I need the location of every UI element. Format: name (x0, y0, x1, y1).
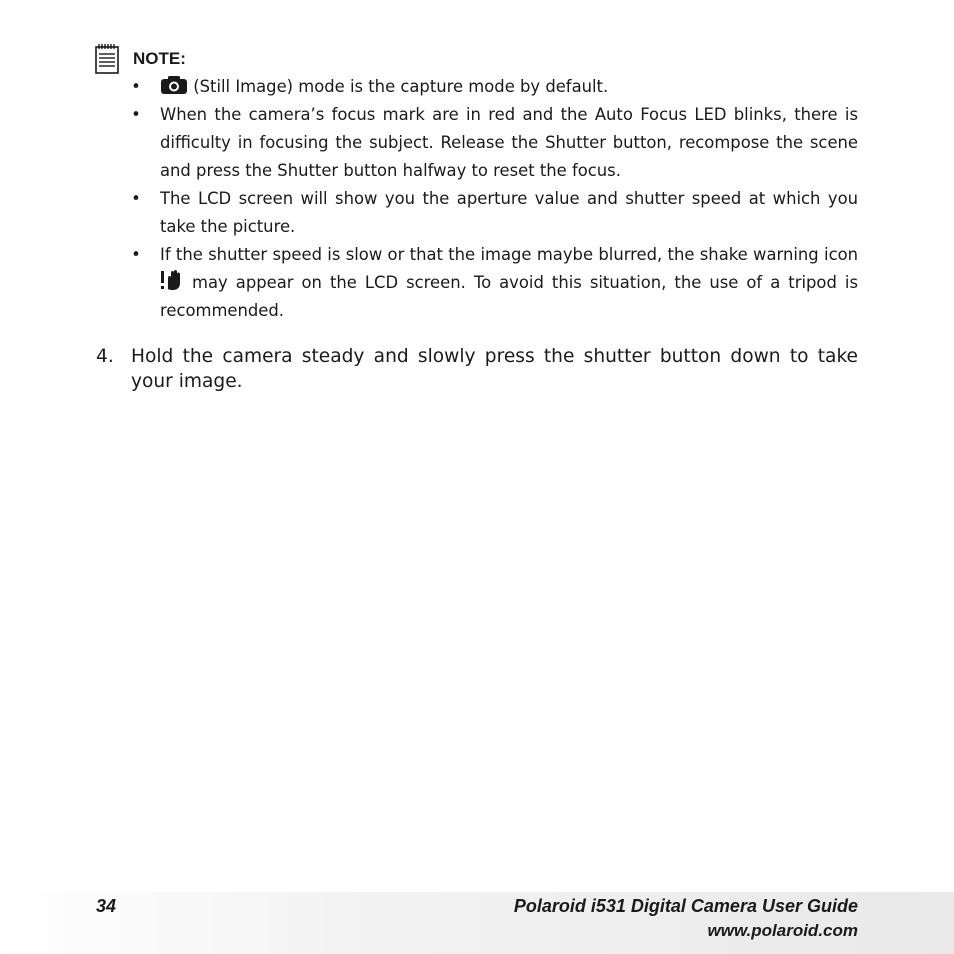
note-title: NOTE: (133, 49, 186, 68)
bullet-dot: • (131, 245, 141, 264)
website-url: www.polaroid.com (707, 921, 858, 940)
shake-warning-icon (160, 269, 184, 291)
bullet-text: (Still Image) mode is the capture mode by default. (193, 77, 609, 96)
bullet-dot: • (131, 77, 141, 96)
list-item (130, 185, 858, 241)
note-bullet-list (130, 73, 858, 325)
bullet-text: The LCD screen will show you the aperture value and shutter speed at which you take the picture. (160, 189, 858, 236)
list-item (130, 241, 858, 325)
bullet-text: When the camera’s focus mark are in red and the Auto Focus LED blinks, there is difficulty in focusing the subject. Release the Shutter button, recompose the scene and press the Shutter button halfway to reset the focus. (160, 105, 858, 180)
guide-title: Polaroid i531 Digital Camera User Guide (513, 896, 858, 916)
page-number: 34 (96, 896, 117, 916)
list-item (130, 101, 858, 185)
bullet-text-before: If the shutter speed is slow or that the image maybe blurred, the shake warning icon (160, 245, 858, 264)
bullet-text-after: may appear on the LCD screen. To avoid this situation, the use of a tripod is recommended. (160, 273, 858, 320)
bullet-dot: • (131, 189, 141, 208)
bullet-dot: • (131, 105, 141, 124)
list-item (130, 73, 858, 101)
step-4 (96, 344, 858, 394)
step-text: Hold the camera steady and slowly press the shutter button down to take your image. (131, 346, 858, 392)
camera-icon (160, 75, 188, 95)
notepad-icon (95, 44, 119, 74)
step-number: 4. (96, 346, 114, 367)
